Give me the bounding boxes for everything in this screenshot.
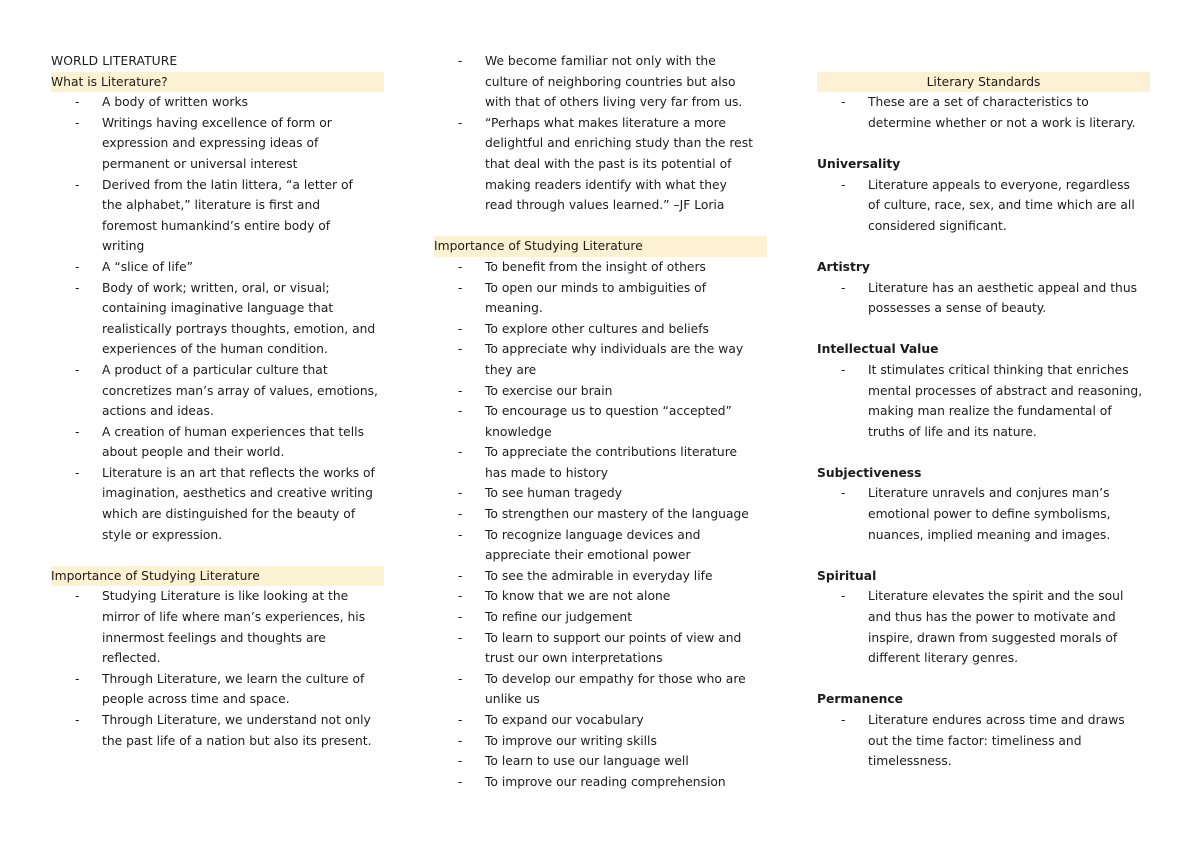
bullet-dash: -: [458, 774, 463, 789]
list-item-line: different literary genres.: [868, 651, 1019, 666]
list-item: [434, 381, 767, 402]
list-item-line: Literature has an aesthetic appeal and thus: [868, 280, 1138, 295]
bullet-dash: -: [75, 280, 80, 295]
list-item-line: of culture, race, sex, and time which are all: [868, 198, 1135, 213]
list-item-line: Derived from the latin littera, “a letter of: [102, 177, 353, 192]
bullet-dash: -: [75, 259, 80, 274]
list-item-line: reflected.: [102, 651, 161, 666]
spacer: [817, 51, 1150, 72]
bullet-dash: -: [75, 95, 80, 110]
list-item-line: Literature unravels and conjures man’s: [868, 486, 1110, 501]
list-item: [434, 731, 767, 752]
list-item-line: To expand our vocabulary: [485, 713, 644, 727]
list-item-line: Literature is an art that reflects the works of: [102, 465, 375, 480]
list-item-line: style or expression.: [102, 527, 223, 542]
bullet-dash: -: [75, 589, 80, 604]
bullet-dash: -: [458, 115, 463, 130]
list-item-line: culture of neighboring countries but also: [485, 74, 736, 89]
list-item: [51, 669, 384, 710]
bullet-list: [817, 92, 1150, 133]
list-item: [51, 257, 384, 278]
list-item-line: Studying Literature is like looking at the: [102, 589, 349, 604]
list-item: [817, 360, 1150, 442]
bullet-dash: -: [458, 259, 463, 274]
list-item-line: which are distinguished for the beauty of: [102, 507, 356, 522]
list-item-line: To open our minds to ambiguities of: [485, 280, 707, 295]
list-item-line: possesses a sense of beauty.: [868, 301, 1047, 316]
bullet-dash: -: [458, 630, 463, 645]
bullet-dash: -: [458, 342, 463, 357]
list-item-line: To learn to use our language well: [485, 754, 689, 769]
list-item-line: To encourage us to question “accepted”: [485, 404, 732, 419]
list-item: [434, 710, 767, 731]
list-item-line: To improve our reading comprehension: [485, 774, 726, 789]
bullet-dash: -: [458, 445, 463, 460]
list-item-line: imagination, aesthetics and creative writing: [102, 486, 373, 501]
standard-heading: Artistry: [817, 259, 870, 274]
list-item-line: Writings having excellence of form or: [102, 115, 332, 130]
spacer: [817, 669, 1150, 690]
list-item-line: A “slice of life”: [102, 259, 194, 274]
list-item-line: It stimulates critical thinking that enriches: [868, 362, 1129, 377]
bullet-dash: -: [458, 589, 463, 604]
list-item-line: Literature endures across time and draws: [868, 713, 1125, 727]
list-item-line: foremost humankind’s entire body of: [102, 218, 331, 233]
list-item: [817, 483, 1150, 545]
bullet-list: [817, 483, 1150, 545]
list-item-line: To recognize language devices and: [485, 527, 701, 542]
list-item-line: We become familiar not only with the: [485, 54, 716, 68]
spacer: [51, 545, 384, 566]
spacer: [817, 236, 1150, 257]
bullet-dash: -: [75, 424, 80, 439]
list-item: [434, 319, 767, 340]
spacer: [817, 319, 1150, 340]
list-item-line: To improve our writing skills: [485, 733, 657, 748]
bullet-dash: -: [458, 568, 463, 583]
list-item: [434, 669, 767, 710]
list-item: [434, 607, 767, 628]
column-3: [817, 51, 1150, 772]
list-item: [434, 483, 767, 504]
list-item-line: appreciate their emotional power: [485, 548, 691, 563]
list-item-line: containing imaginative language that: [102, 301, 334, 316]
list-item-line: To strengthen our mastery of the language: [485, 507, 749, 522]
spacer: [434, 216, 767, 237]
list-item: [434, 772, 767, 793]
section-heading: What is Literature?: [51, 72, 384, 93]
bullet-dash: -: [458, 671, 463, 686]
list-item-line: making man realize the fundamental of: [868, 404, 1112, 419]
list-item-line: with that of others living very far from us.: [485, 95, 743, 110]
list-item-line: read through values learned.” –JF Loria: [485, 198, 725, 213]
list-item: [817, 278, 1150, 319]
list-item-line: inspire, drawn from suggested morals of: [868, 630, 1118, 645]
list-item-line: expression and expressing ideas of: [102, 136, 319, 151]
list-item-line: Literature elevates the spirit and the soul: [868, 589, 1124, 604]
bullet-dash: -: [458, 754, 463, 769]
bullet-dash: -: [75, 362, 80, 377]
column-1: [51, 51, 384, 751]
list-item-line: emotional power to define symbolisms,: [868, 507, 1111, 522]
list-item-line: To benefit from the insight of others: [485, 259, 706, 274]
list-item-line: actions and ideas.: [102, 404, 214, 419]
list-item-line: they are: [485, 362, 537, 377]
bullet-dash: -: [458, 321, 463, 336]
list-item-line: determine whether or not a work is literary.: [868, 115, 1136, 130]
standards-list: [817, 133, 1150, 771]
bullet-dash: -: [458, 527, 463, 542]
list-item-line: To develop our empathy for those who are: [485, 671, 746, 686]
list-item-line: To exercise our brain: [485, 383, 613, 398]
bullet-dash: -: [841, 362, 846, 377]
section-heading: Literary Standards: [817, 72, 1150, 93]
list-item-line: To know that we are not alone: [485, 589, 671, 604]
bullet-list: [817, 360, 1150, 442]
list-item: [51, 175, 384, 257]
list-item-line: making readers identify with what they: [485, 177, 727, 192]
list-item: [51, 113, 384, 175]
list-item-line: To see the admirable in everyday life: [485, 568, 713, 583]
spacer: [817, 545, 1150, 566]
list-item-line: mental processes of abstract and reasoning,: [868, 383, 1143, 398]
list-item: [51, 360, 384, 422]
bullet-list: [817, 586, 1150, 668]
bullet-dash: -: [458, 733, 463, 748]
standard-heading: Universality: [817, 156, 901, 171]
bullet-dash: -: [841, 280, 846, 295]
list-item-line: out the time factor: timeliness and: [868, 733, 1082, 748]
list-item-line: concretizes man’s array of values, emotions,: [102, 383, 378, 398]
column-2: [434, 51, 767, 792]
bullet-dash: -: [841, 713, 846, 727]
list-item: [434, 628, 767, 669]
list-item: [51, 422, 384, 463]
list-item-line: Body of work; written, oral, or visual;: [102, 280, 330, 295]
bullet-dash: -: [458, 383, 463, 398]
list-item: [434, 278, 767, 319]
list-item: [434, 113, 767, 216]
list-item-line: A product of a particular culture that: [102, 362, 328, 377]
list-item-line: the past life of a nation but also its present.: [102, 733, 372, 748]
bullet-dash: -: [458, 713, 463, 727]
list-item-line: Through Literature, we understand not only: [102, 713, 371, 727]
bullet-dash: -: [75, 671, 80, 686]
list-item-line: To appreciate the contributions literature: [485, 445, 738, 460]
list-item-line: that deal with the past is its potential of: [485, 156, 732, 171]
list-item-line: A body of written works: [102, 95, 249, 110]
list-item-line: has made to history: [485, 465, 608, 480]
list-item-line: To refine our judgement: [485, 610, 633, 625]
list-item-line: To learn to support our points of view and: [485, 630, 742, 645]
list-item: [434, 566, 767, 587]
bullet-list: [817, 175, 1150, 237]
list-item: [434, 525, 767, 566]
list-item-line: To appreciate why individuals are the way: [485, 342, 744, 357]
standard-heading: Intellectual Value: [817, 342, 939, 357]
list-item: [51, 463, 384, 545]
spacer: [817, 442, 1150, 463]
bullet-list: [51, 586, 384, 751]
bullet-dash: -: [841, 589, 846, 604]
list-item-line: and thus has the power to motivate and: [868, 610, 1116, 625]
list-item: [51, 710, 384, 751]
list-item-line: trust our own interpretations: [485, 651, 663, 666]
bullet-dash: -: [458, 404, 463, 419]
list-item: [434, 51, 767, 113]
bullet-list: [51, 92, 384, 545]
list-item-line: “Perhaps what makes literature a more: [485, 115, 727, 130]
list-item: [817, 710, 1150, 772]
list-item: [817, 586, 1150, 668]
bullet-list: [817, 710, 1150, 772]
list-item-line: writing: [102, 239, 145, 254]
section-heading: Importance of Studying Literature: [51, 566, 384, 587]
list-item-line: Through Literature, we learn the culture of: [102, 671, 365, 686]
bullet-dash: -: [458, 280, 463, 295]
list-item: [817, 92, 1150, 133]
list-item-line: mirror of life where man’s experiences, his: [102, 610, 366, 625]
list-item-line: experiences of the human condition.: [102, 342, 328, 357]
bullet-list: [817, 278, 1150, 319]
list-item: [434, 751, 767, 772]
list-item-line: To explore other cultures and beliefs: [485, 321, 709, 336]
list-item-line: permanent or universal interest: [102, 156, 298, 171]
document-title: WORLD LITERATURE: [51, 54, 178, 68]
list-item-line: To see human tragedy: [485, 486, 622, 501]
list-item: [434, 257, 767, 278]
list-item-line: about people and their world.: [102, 445, 285, 460]
list-item-line: realistically portrays thoughts, emotion, and: [102, 321, 376, 336]
list-item: [51, 586, 384, 668]
bullet-dash: -: [841, 95, 846, 110]
list-item-line: the alphabet,” literature is first and: [102, 198, 321, 213]
list-item-line: A creation of human experiences that tells: [102, 424, 364, 439]
list-item: [434, 339, 767, 380]
bullet-dash: -: [75, 465, 80, 480]
list-item: [51, 278, 384, 360]
list-item: [434, 586, 767, 607]
bullet-dash: -: [458, 610, 463, 625]
list-item-line: Literature appeals to everyone, regardless: [868, 177, 1130, 192]
bullet-dash: -: [841, 177, 846, 192]
bullet-dash: -: [75, 713, 80, 727]
bullet-dash: -: [458, 486, 463, 501]
list-item-line: people across time and space.: [102, 692, 290, 707]
list-item-line: delightful and enriching study than the rest: [485, 136, 753, 151]
section-heading: Importance of Studying Literature: [434, 236, 767, 257]
list-item: [434, 401, 767, 442]
list-item-line: nuances, implied meaning and images.: [868, 527, 1111, 542]
bullet-dash: -: [458, 54, 463, 68]
list-item: [434, 504, 767, 525]
list-item-line: These are a set of characteristics to: [868, 95, 1089, 110]
standard-heading: Spiritual: [817, 568, 877, 583]
bullet-list: [434, 51, 767, 216]
list-item-line: knowledge: [485, 424, 552, 439]
bullet-dash: -: [841, 486, 846, 501]
spacer: [817, 133, 1150, 154]
bullet-list: [434, 257, 767, 792]
list-item: [51, 92, 384, 113]
bullet-dash: -: [75, 177, 80, 192]
standard-heading: Permanence: [817, 692, 904, 707]
list-item-line: unlike us: [485, 692, 540, 707]
list-item-line: truths of life and its nature.: [868, 424, 1037, 439]
list-item: [434, 442, 767, 483]
list-item: [817, 175, 1150, 237]
list-item-line: meaning.: [485, 301, 543, 316]
standard-heading: Subjectiveness: [817, 465, 922, 480]
list-item-line: considered significant.: [868, 218, 1007, 233]
bullet-dash: -: [75, 115, 80, 130]
list-item-line: innermost feelings and thoughts are: [102, 630, 326, 645]
bullet-dash: -: [458, 507, 463, 522]
list-item-line: timelessness.: [868, 754, 952, 769]
